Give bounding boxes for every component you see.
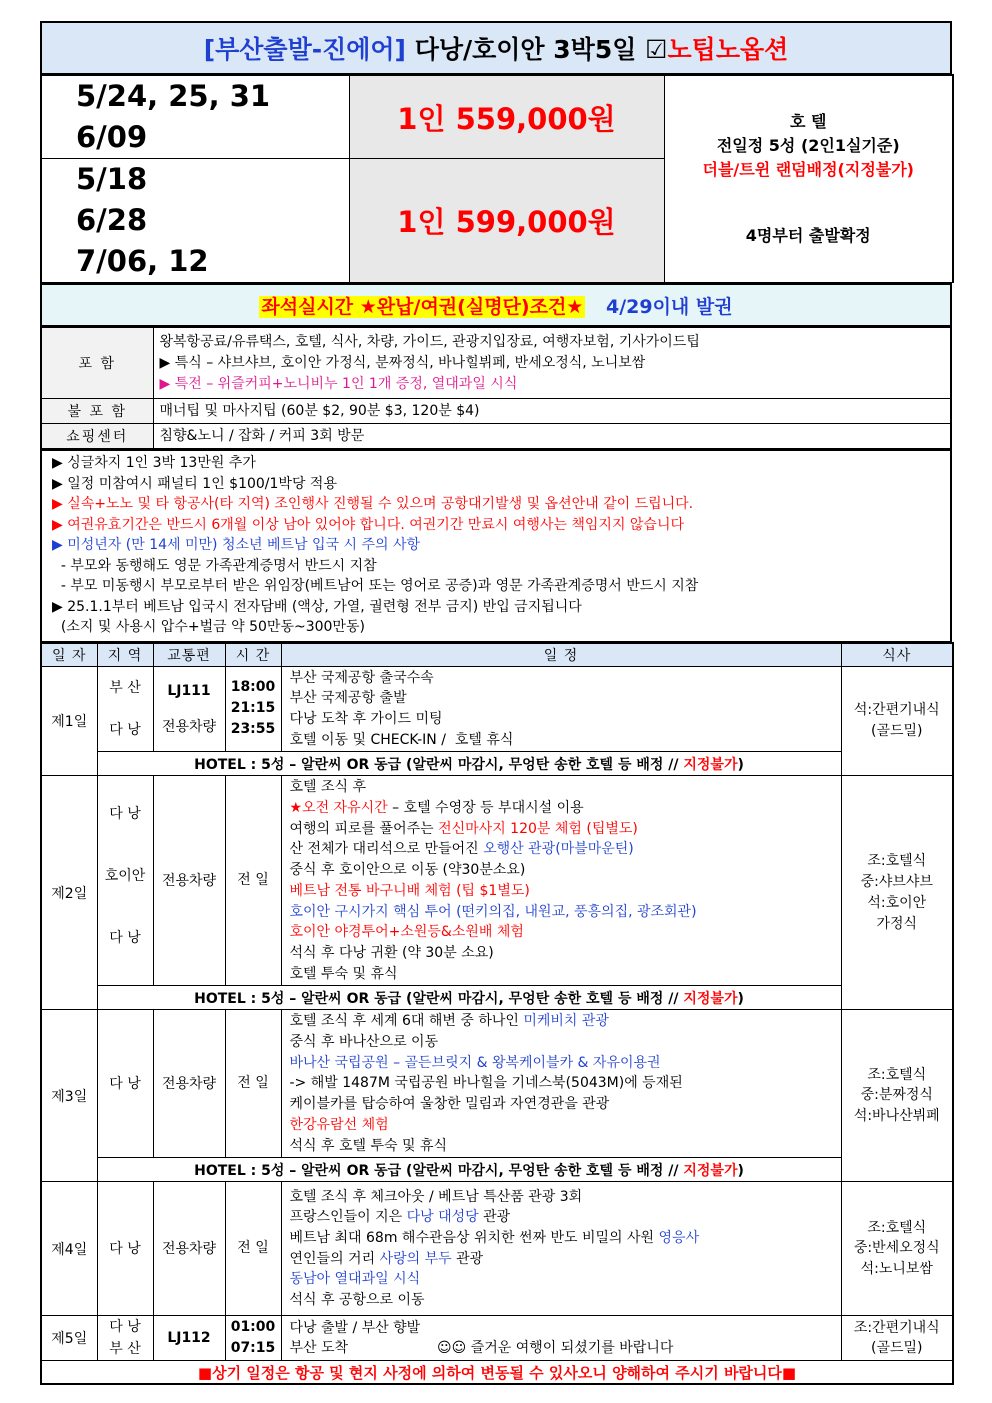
- date-line: 6/28: [76, 203, 148, 237]
- transport-item: 전용차량: [161, 1075, 217, 1092]
- transport-item: 전용차량: [161, 1240, 217, 1257]
- hotel-text: HOTEL : 5성 – 알란씨 OR 동급 (알란씨 마감시, 무엉탄 송한 호텔 등 배정 //: [194, 990, 684, 1007]
- schedule-line: [290, 964, 841, 985]
- hotel-text-end: ): [737, 990, 744, 1007]
- booking-condition: 좌석실시간 ★완납/여권(실명단)조건★: [261, 295, 584, 318]
- schedule-line: [290, 688, 841, 709]
- schedule-text: 관광: [451, 1250, 484, 1267]
- region-name: 호이안: [104, 868, 146, 885]
- day-schedule: [281, 1010, 841, 1158]
- day-schedule: [281, 1316, 841, 1361]
- day-label: 제1일: [41, 666, 97, 776]
- schedule-line: [290, 1249, 841, 1270]
- schedule-line: [290, 1073, 841, 1094]
- itinerary-day-row: [41, 666, 953, 752]
- schedule-text: 다낭 도착 후 가이드 미팅: [289, 710, 443, 727]
- hotel-assignment: [97, 986, 841, 1010]
- note-line: ▶ 미성년자 (만 14세 미만) 청소년 베트남 입국 시 주의 사항: [52, 537, 421, 553]
- day-transport: [153, 1182, 225, 1316]
- itinerary-day-row: [41, 1010, 953, 1158]
- meal-item: 가정식: [876, 915, 918, 932]
- hotel-row: [41, 1158, 953, 1182]
- tour-document: [40, 21, 952, 1385]
- day-regions: [97, 666, 153, 752]
- schedule-text: – 호텔 수영장 등 부대시설 이용: [387, 800, 584, 817]
- hotel-room-note: 더블/트윈 랜덤배정(지정불가): [702, 160, 914, 179]
- schedule-line: [290, 1207, 841, 1228]
- price-2: 1인 599,000원: [349, 159, 664, 283]
- itinerary-day-row: [41, 1316, 953, 1361]
- date-group-1: [41, 75, 349, 159]
- header-region: 지 역: [97, 643, 153, 667]
- schedule-text: 부산 도착 ☺☺ 즐거운 여행이 되셨기를 바랍니다: [289, 1340, 674, 1357]
- region-name: 부 산: [109, 1341, 141, 1358]
- title-destination: 다낭/호이안 3박5일: [414, 35, 637, 64]
- day-label: 제2일: [41, 776, 97, 1010]
- schedule-text: 오행산 관광(마블마운틴): [483, 841, 634, 858]
- meal-item: 석:호이안: [867, 894, 927, 911]
- header-schedule: 일 정: [281, 643, 841, 667]
- day-meals: [841, 666, 953, 776]
- day-times: [225, 776, 281, 986]
- hotel-assignment: [97, 1158, 841, 1182]
- schedule-line: [290, 1032, 841, 1053]
- page-title: [41, 22, 951, 74]
- schedule-text: 다낭 대성당: [406, 1209, 479, 1226]
- day-regions: [97, 1010, 153, 1158]
- note-line: - 부모 미동행시 부모로부터 받은 위임장(베트남어 또는 영어로 공증)과 영문 가족관계증명서 반드시 지참: [52, 578, 699, 594]
- schedule-line: [290, 1187, 841, 1208]
- day-regions: [97, 1182, 153, 1316]
- header-transport: 교통편: [153, 643, 225, 667]
- meal-item: (골드밀): [871, 722, 923, 739]
- transport-item: LJ112: [167, 1330, 211, 1347]
- hotel-label: 호 텔: [790, 112, 827, 131]
- header-day: 일 자: [41, 643, 97, 667]
- day-label: 제4일: [41, 1182, 97, 1316]
- transport-item: LJ111: [167, 682, 211, 699]
- day-schedule: [281, 1182, 841, 1316]
- region-name: 다 낭: [109, 1240, 141, 1257]
- day-times: [225, 1010, 281, 1158]
- hotel-not-assignable: 지정불가: [683, 1162, 738, 1179]
- title-table: [40, 21, 952, 74]
- schedule-text: 부산 국제공항 출발: [289, 690, 407, 707]
- schedule-text: 석식 후 다낭 귀환 (약 30분 소요): [289, 944, 494, 961]
- region-name: [98, 834, 153, 865]
- schedule-text: 호텔 조식 후 체크아웃 / 베트남 특산품 관광 3회: [289, 1188, 583, 1205]
- day-meals: [841, 1182, 953, 1316]
- schedule-line: [290, 922, 841, 943]
- note-line: (소지 및 사용시 압수+벌금 약 50만동~300만동): [52, 619, 365, 635]
- time-item: 01:00: [230, 1319, 276, 1336]
- note-line: ▶ 일정 미참여시 패널티 1인 $100/1박당 적용: [52, 475, 337, 492]
- price-1: 1인 559,000원: [349, 75, 664, 159]
- schedule-line: [290, 1094, 841, 1115]
- date-line: 6/09: [76, 120, 148, 154]
- region-name: 다 낭: [109, 721, 141, 738]
- region-name: 다 낭: [109, 1319, 141, 1336]
- day-transport: [153, 1010, 225, 1158]
- meal-item: 중:분짜정식: [860, 1087, 933, 1104]
- schedule-text: 베트남 최대 68m 해수관음상 위치한 썬짜 반도 비밀의 사원: [289, 1230, 659, 1247]
- region-name: 다 낭: [109, 930, 141, 947]
- hotel-row: [41, 986, 953, 1010]
- region-name: 다 낭: [109, 806, 141, 823]
- day-meals: [841, 1316, 953, 1361]
- schedule-text: -> 해발 1487M 국립공원 바나힐을 기네스북(5043M)에 등재된: [289, 1075, 683, 1092]
- region-name: 부 산: [109, 679, 141, 696]
- day-times: [225, 666, 281, 752]
- meal-item: 조:호텔식: [867, 853, 927, 870]
- time-item: 18:00: [230, 679, 276, 696]
- date-line: 7/06, 12: [76, 244, 209, 278]
- meal-item: 석:노니보쌈: [860, 1261, 933, 1278]
- header-meal: 식사: [841, 643, 953, 667]
- special-meals: ▶ 특식 – 샤브샤브, 호이안 가정식, 분짜정식, 바나힐뷔페, 반세오정식, 노니보쌈: [159, 354, 646, 371]
- schedule-line: [290, 1053, 841, 1074]
- schedule-text: 석식 후 공항으로 이동: [289, 1292, 425, 1309]
- schedule-line: [290, 943, 841, 964]
- schedule-text: 베트남 전통 바구니배 체험 (팁 $1별도): [289, 882, 530, 899]
- ticketing-deadline: 4/29이내 발권: [605, 295, 733, 318]
- note-line: - 부모와 동행해도 영문 가족관계증명서 반드시 지참: [52, 557, 377, 574]
- excluded-content: 매너팁 및 마사지팁 (60분 $2, 90분 $3, 120분 $4): [153, 399, 951, 424]
- schedule-text: 다낭 출발 / 부산 향발: [289, 1319, 421, 1336]
- day-regions: [97, 1316, 153, 1361]
- time-item: 07:15: [230, 1340, 276, 1357]
- schedule-text: 호텔 조식 후: [289, 779, 367, 796]
- day-transport: [153, 666, 225, 752]
- hotel-info: [664, 75, 953, 283]
- region-name: [98, 699, 153, 719]
- note-line: ▶ 여권유효기간은 반드시 6개월 이상 남아 있어야 합니다. 여권기간 만료시 여행사는 책임지지 않습니다: [52, 516, 685, 533]
- schedule-line: [290, 1338, 841, 1359]
- meal-item: 석:바나산뷔페: [853, 1108, 940, 1125]
- time-item: 전 일: [237, 1240, 269, 1257]
- shopping-label: 쇼핑센터: [41, 424, 153, 449]
- schedule-line: [290, 668, 841, 689]
- schedule-line: [290, 881, 841, 902]
- schedule-text: 호텔 이동 및 CHECK-IN / 호텔 휴식: [289, 731, 514, 748]
- schedule-text: 케이블카를 탑승하여 울창한 밀림과 자연경관을 관광: [289, 1096, 610, 1113]
- day-meals: [841, 776, 953, 1010]
- title-no-tip-no-option: 노팁노옵션: [667, 35, 789, 64]
- date-line: 5/18: [76, 162, 148, 196]
- note-line: ▶ 실속+노노 및 타 항공사(타 지역) 조인행사 진행될 수 있으며 공항대기발생 및 옵션안내 같이 드립니다.: [52, 496, 694, 512]
- hotel-text-end: ): [737, 1162, 744, 1179]
- hotel-text: HOTEL : 5성 – 알란씨 OR 동급 (알란씨 마감시, 무엉탄 송한 호텔 등 배정 //: [194, 756, 684, 773]
- schedule-text: 영응사: [658, 1230, 700, 1247]
- title-departure: [부산출발-진에어]: [203, 35, 406, 64]
- hotel-row: [41, 752, 953, 776]
- notes-table: [40, 449, 952, 642]
- included-label: 포 함: [41, 327, 153, 399]
- schedule-line: [290, 798, 841, 819]
- note-line: ▶ 싱글차지 1인 3박 13만원 추가: [52, 455, 256, 471]
- day-transport: [153, 1316, 225, 1361]
- meal-item: 중:반세오정식: [853, 1240, 940, 1257]
- meal-item: (골드밀): [871, 1340, 923, 1357]
- itinerary-day-row: [41, 776, 953, 986]
- hotel-not-assignable: 지정불가: [683, 756, 738, 773]
- day-meals: [841, 1010, 953, 1182]
- schedule-line: [290, 1290, 841, 1311]
- hotel-text: HOTEL : 5성 – 알란씨 OR 동급 (알란씨 마감시, 무엉탄 송한 호텔 등 배정 //: [194, 1162, 684, 1179]
- schedule-text: 한강유람선 체험: [289, 1116, 389, 1133]
- schedule-text: 동남아 열대과일 시식: [289, 1271, 421, 1288]
- schedule-text: 바나산 국립공원 – 골든브릿지 & 왕복케이블카 & 자유이용권: [289, 1054, 661, 1071]
- hotel-not-assignable: 지정불가: [683, 990, 738, 1007]
- schedule-line: [290, 1136, 841, 1157]
- schedule-line: [290, 819, 841, 840]
- time-item: 전 일: [237, 872, 269, 889]
- note-line: ▶ 25.1.1부터 베트남 입국시 전자담배 (액상, 가열, 궐련형 전부 금지) 반입 금지됩니다: [52, 598, 582, 615]
- booking-notice: [41, 284, 951, 326]
- schedule-line: [290, 730, 841, 751]
- hotel-assignment: [97, 752, 841, 776]
- meal-item: 조:간편기내식: [853, 1319, 940, 1336]
- schedule-text: 중식 후 바나산으로 이동: [289, 1034, 439, 1051]
- meal-item: 조:호텔식: [867, 1066, 927, 1083]
- day-label: 제5일: [41, 1316, 97, 1361]
- notice-table: [40, 283, 952, 326]
- schedule-text: 관광: [478, 1209, 511, 1226]
- meal-item: 조:호텔식: [867, 1219, 927, 1236]
- schedule-line: [290, 839, 841, 860]
- schedule-line: [290, 1269, 841, 1290]
- transport-item: 전용차량: [161, 872, 217, 889]
- schedule-line: [290, 1115, 841, 1136]
- schedule-text: 호이안 구시가지 핵심 투어 (떤키의집, 내원교, 풍흥의집, 광조회관): [289, 903, 697, 920]
- included-line: 왕복항공료/유류택스, 호텔, 식사, 차량, 가이드, 관광지입장료, 여행자보험, 기사가이드팁: [159, 333, 700, 350]
- included-content: [153, 327, 951, 399]
- schedule-text: 호이안 야경투어+소원등&소원배 체험: [289, 924, 524, 941]
- hotel-text-end: ): [737, 756, 744, 773]
- footer-notice: ■상기 일정은 항공 및 현지 사정에 의하여 변동될 수 있사오니 양해하여 주시기 바랍니다■: [41, 1361, 953, 1385]
- schedule-line: [290, 902, 841, 923]
- special-benefits: ▶ 특전 – 위즐커피+노니비누 1인 1개 증정, 열대과일 시식: [159, 375, 518, 392]
- schedule-text: ★오전 자유시간: [289, 800, 388, 817]
- schedule-text: 전신마사지 120분 체험 (팁별도): [438, 820, 638, 837]
- day-label: 제3일: [41, 1010, 97, 1182]
- schedule-text: 호텔 투숙 및 휴식: [289, 965, 398, 982]
- schedule-line: [290, 1318, 841, 1339]
- region-name: 다 낭: [109, 1075, 141, 1092]
- day-schedule: [281, 776, 841, 986]
- inclusion-table: [40, 326, 952, 449]
- excluded-label: 불 포 함: [41, 399, 153, 424]
- time-item: 23:55: [230, 721, 276, 738]
- region-name: [98, 896, 153, 927]
- meal-item: 석:간편기내식: [853, 702, 940, 719]
- schedule-line: [290, 1011, 841, 1032]
- day-regions: [97, 776, 153, 986]
- shopping-content: 침향&노니 / 잡화 / 커피 3회 방문: [153, 424, 951, 449]
- schedule-text: 석식 후 호텔 투숙 및 휴식: [289, 1137, 447, 1154]
- schedule-text: 연인들의 거리: [289, 1250, 380, 1267]
- day-times: [225, 1316, 281, 1361]
- itinerary-header: [41, 643, 953, 667]
- schedule-text: 사랑의 부두: [379, 1250, 452, 1267]
- notes-list: [41, 450, 951, 641]
- day-schedule: [281, 666, 841, 752]
- schedule-text: 여행의 피로를 풀어주는: [289, 820, 439, 837]
- day-transport: [153, 776, 225, 986]
- schedule-text: 프랑스인들이 지은: [289, 1209, 407, 1226]
- schedule-text: 중식 후 호이안으로 이동 (약30분소요): [289, 862, 526, 879]
- schedule-text: 호텔 조식 후 세계 6대 해변 중 하나인: [289, 1013, 524, 1030]
- itinerary-body: [41, 666, 953, 1361]
- itinerary-table: [40, 642, 954, 1386]
- schedule-text: 산 전체가 대리석으로 만들어진: [289, 841, 484, 858]
- time-item: 21:15: [230, 700, 276, 717]
- schedule-text: 부산 국제공항 출국수속: [289, 669, 434, 686]
- date-line: 5/24, 25, 31: [76, 79, 271, 113]
- meal-item: 중:샤브샤브: [860, 874, 933, 891]
- hotel-grade: 전일정 5성 (2인1실기준): [716, 136, 900, 155]
- date-group-2: [41, 159, 349, 283]
- time-item: 전 일: [237, 1075, 269, 1092]
- day-times: [225, 1182, 281, 1316]
- checkbox-icon: ☑: [645, 35, 668, 64]
- schedule-line: [290, 777, 841, 798]
- itinerary-day-row: [41, 1182, 953, 1316]
- schedule-line: [290, 860, 841, 881]
- schedule-line: [290, 1228, 841, 1249]
- schedule-line: [290, 709, 841, 730]
- header-time: 시 간: [225, 643, 281, 667]
- schedule-text: 미케비치 관광: [523, 1013, 609, 1030]
- price-table: [40, 74, 954, 283]
- departure-condition: 4명부터 출발확정: [745, 226, 871, 245]
- transport-item: 전용차량: [161, 718, 217, 735]
